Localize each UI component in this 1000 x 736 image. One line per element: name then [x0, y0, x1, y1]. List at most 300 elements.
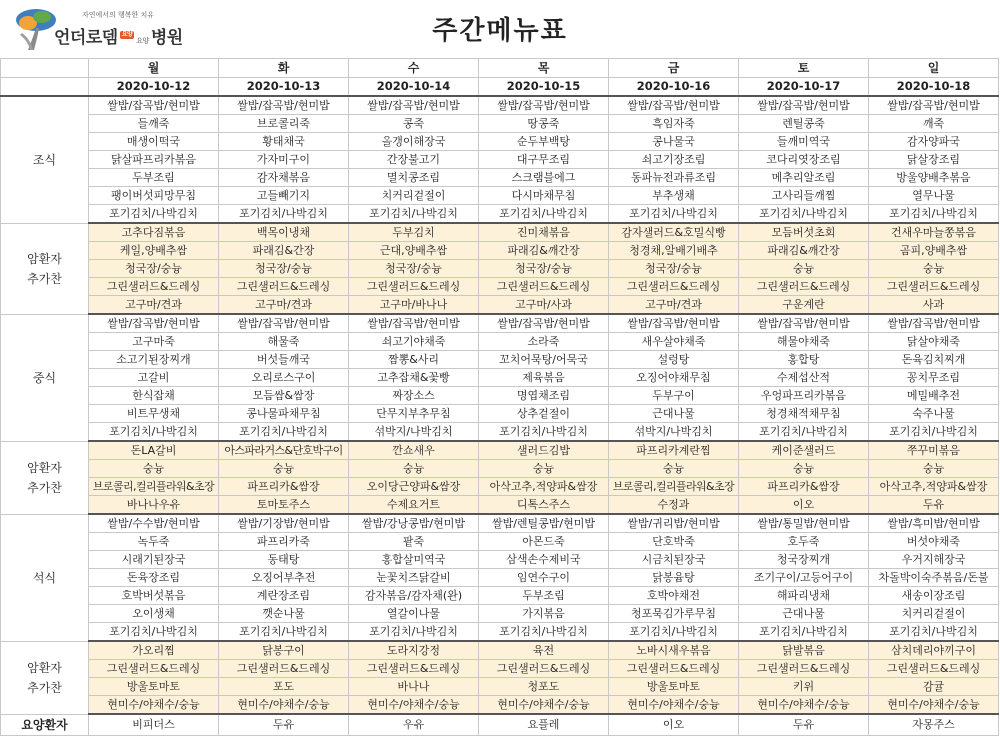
menu-cell: 깻순나물: [219, 605, 349, 623]
menu-cell: 아몬드죽: [479, 533, 609, 551]
menu-cell: 홍합탕: [739, 351, 869, 369]
menu-cell: 렌틸콩죽: [739, 115, 869, 133]
menu-cell: 다시마채무침: [479, 187, 609, 205]
menu-cell: 포기김치/나박김치: [89, 205, 219, 224]
menu-cell: 황태채국: [219, 133, 349, 151]
menu-cell: 현미수/야채수/숭늉: [479, 696, 609, 715]
menu-cell: 두부김치: [349, 223, 479, 242]
menu-cell: 조기구이/고등어구이: [739, 569, 869, 587]
menu-cell: 쌀밥/잡곡밥/현미밥: [739, 96, 869, 115]
menu-cell: 소라죽: [479, 333, 609, 351]
menu-cell: 두부구이: [609, 387, 739, 405]
menu-cell: 토마토주스: [219, 496, 349, 515]
menu-cell: 쌀밥/잡곡밥/현미밥: [479, 314, 609, 333]
menu-row: [1, 587, 999, 605]
menu-cell: 쇠고기야채죽: [349, 333, 479, 351]
breakfast-label: [1, 96, 89, 223]
menu-cell: 그린샐러드&드레싱: [479, 660, 609, 678]
menu-cell: 청포도: [479, 678, 609, 696]
menu-cell: 브로콜리죽: [219, 115, 349, 133]
menu-cell: 부추생채: [609, 187, 739, 205]
menu-cell: 현미수/야채수/숭늉: [89, 696, 219, 715]
menu-cell: 가지볶음: [479, 605, 609, 623]
menu-cell: 청국장/숭늉: [349, 260, 479, 278]
menu-cell: 그린샐러드&드레싱: [869, 278, 999, 296]
menu-cell: 그린샐러드&드레싱: [609, 278, 739, 296]
menu-cell: 쌀밥/잡곡밥/현미밥: [89, 314, 219, 333]
menu-cell: 제육볶음: [479, 369, 609, 387]
menu-row: [1, 369, 999, 387]
menu-cell: 현미수/야채수/숭늉: [609, 696, 739, 715]
menu-row: [1, 205, 999, 224]
menu-cell: 수정과: [609, 496, 739, 515]
menu-row: [1, 423, 999, 442]
menu-cell: 숭늉: [89, 460, 219, 478]
menu-cell: 쌀밥/수수밥/현미밥: [89, 514, 219, 533]
menu-cell: 콩나물파채무침: [219, 405, 349, 423]
patient-row: [1, 714, 999, 735]
menu-cell: 고추다짐볶음: [89, 223, 219, 242]
menu-cell: 포기김치/나박김치: [869, 423, 999, 442]
day-header: 금: [609, 59, 739, 78]
menu-cell: 스크램블에그: [479, 169, 609, 187]
menu-cell: 차돌박이숙주볶음/돈불: [869, 569, 999, 587]
menu-cell: 포기김치/나박김치: [89, 423, 219, 442]
menu-cell: 삼색손수제비국: [479, 551, 609, 569]
date-header-row: [1, 78, 999, 97]
menu-cell: 오징어부추전: [219, 569, 349, 587]
menu-row: [1, 387, 999, 405]
menu-cell: 아삭고추,적양파&쌈장: [479, 478, 609, 496]
date-header: 2020-10-13: [219, 78, 349, 97]
day-header: 목: [479, 59, 609, 78]
menu-cell: 포기김치/나박김치: [219, 623, 349, 642]
menu-cell: 상추겉절이: [479, 405, 609, 423]
menu-cell: 치커리겉절이: [869, 605, 999, 623]
menu-cell: 숙주나물: [869, 405, 999, 423]
menu-cell: 모듬버섯초회: [739, 223, 869, 242]
date-header: 2020-10-15: [479, 78, 609, 97]
day-header: 월: [89, 59, 219, 78]
menu-cell: 메추리알조림: [739, 169, 869, 187]
menu-cell: 쌀밥/잡곡밥/현미밥: [219, 314, 349, 333]
menu-cell: 쌀밥/잡곡밥/현미밥: [219, 96, 349, 115]
menu-row: [1, 242, 999, 260]
patient-cell: 우유: [349, 714, 479, 735]
menu-cell: 단무지부추무침: [349, 405, 479, 423]
menu-row: [1, 314, 999, 333]
section-label-text: 중식: [32, 370, 57, 385]
menu-cell: 메밀배추전: [869, 387, 999, 405]
menu-cell: 두부조림: [89, 169, 219, 187]
menu-cell: 현미수/야채수/숭늉: [349, 696, 479, 715]
menu-cell: 파래김&깨간장: [479, 242, 609, 260]
menu-cell: 포기김치/나박김치: [609, 623, 739, 642]
menu-cell: 포도: [219, 678, 349, 696]
menu-cell: 쌀밥/기장밥/현미밥: [219, 514, 349, 533]
menu-cell: 포기김치/나박김치: [739, 423, 869, 442]
menu-row: [1, 678, 999, 696]
menu-cell: 비트무생채: [89, 405, 219, 423]
menu-cell: 현미수/야채수/숭늉: [869, 696, 999, 715]
menu-cell: 근대나물: [739, 605, 869, 623]
menu-cell: 버섯야채죽: [869, 533, 999, 551]
menu-cell: 감자볶음/감자채(완): [349, 587, 479, 605]
menu-cell: 고구마/견과: [609, 296, 739, 315]
menu-cell: 땅콩죽: [479, 115, 609, 133]
menu-cell: 가오리찜: [89, 641, 219, 660]
menu-cell: 오리로스구이: [219, 369, 349, 387]
menu-cell: 파래김&깨간장: [739, 242, 869, 260]
menu-cell: 닭살야채죽: [869, 333, 999, 351]
menu-cell: 백목이냉채: [219, 223, 349, 242]
menu-cell: 팥죽: [349, 533, 479, 551]
menu-row: [1, 96, 999, 115]
date-header: 2020-10-17: [739, 78, 869, 97]
day-header: 수: [349, 59, 479, 78]
menu-row: [1, 169, 999, 187]
menu-cell: 파프리카죽: [219, 533, 349, 551]
menu-row: [1, 260, 999, 278]
menu-cell: 고구마/견과: [89, 296, 219, 315]
menu-row: [1, 660, 999, 678]
menu-cell: 콩나물국: [609, 133, 739, 151]
menu-cell: 호두죽: [739, 533, 869, 551]
menu-cell: 쌀밥/잡곡밥/현미밥: [349, 314, 479, 333]
menu-cell: 포기김치/나박김치: [479, 423, 609, 442]
day-header: 토: [739, 59, 869, 78]
day-header: 일: [869, 59, 999, 78]
menu-cell: 방울토마토: [89, 678, 219, 696]
menu-cell: 바나나: [349, 678, 479, 696]
menu-row: [1, 441, 999, 460]
menu-cell: 청국장/숭늉: [479, 260, 609, 278]
menu-cell: 숭늉: [869, 260, 999, 278]
menu-body: [1, 96, 999, 735]
menu-cell: 현미수/야채수/숭늉: [739, 696, 869, 715]
menu-cell: 삼치데리야끼구이: [869, 641, 999, 660]
menu-row: [1, 641, 999, 660]
menu-cell: 그린샐러드&드레싱: [739, 278, 869, 296]
menu-cell: 포기김치/나박김치: [349, 205, 479, 224]
menu-cell: 치커리겉절이: [349, 187, 479, 205]
menu-cell: 고구마/사과: [479, 296, 609, 315]
menu-cell: 소고기된장찌개: [89, 351, 219, 369]
menu-cell: 열갈이나물: [349, 605, 479, 623]
menu-cell: 숭늉: [349, 460, 479, 478]
menu-cell: 고들빼기지: [219, 187, 349, 205]
menu-cell: 포기김치/나박김치: [479, 623, 609, 642]
menu-cell: 돈육장조림: [89, 569, 219, 587]
menu-cell: 해파리냉채: [739, 587, 869, 605]
menu-cell: 감귤: [869, 678, 999, 696]
date-header: 2020-10-14: [349, 78, 479, 97]
menu-cell: 닭살장조림: [869, 151, 999, 169]
menu-cell: 꼬치어묵탕/어묵국: [479, 351, 609, 369]
menu-cell: 포기김치/나박김치: [739, 205, 869, 224]
patient-cell: 비피더스: [89, 714, 219, 735]
menu-cell: 케일,양배추쌈: [89, 242, 219, 260]
menu-cell: 진미채볶음: [479, 223, 609, 242]
menu-cell: 임연수구이: [479, 569, 609, 587]
header: [0, 0, 1000, 58]
menu-cell: 고갈비: [89, 369, 219, 387]
menu-row: [1, 151, 999, 169]
menu-cell: 청국장/숭늉: [219, 260, 349, 278]
menu-row: [1, 187, 999, 205]
menu-cell: 그린샐러드&드레싱: [219, 660, 349, 678]
menu-cell: 섞박지/나박김치: [609, 423, 739, 442]
menu-cell: 명엽채조림: [479, 387, 609, 405]
patient-cell: 두유: [739, 714, 869, 735]
menu-cell: 쌀밥/잡곡밥/현미밥: [479, 96, 609, 115]
menu-cell: 숭늉: [219, 460, 349, 478]
dinner-label: [1, 514, 89, 641]
menu-cell: 버섯들깨국: [219, 351, 349, 369]
menu-cell: 깐쇼새우: [349, 441, 479, 460]
menu-cell: 브로콜리,컬리플라워&초장: [89, 478, 219, 496]
logo-small: 요양: [136, 37, 149, 45]
menu-cell: 해물야채죽: [739, 333, 869, 351]
section-label-text: 암환자: [27, 660, 62, 675]
menu-cell: 건새우마늘쫑볶음: [869, 223, 999, 242]
patient-label: 요양환자: [1, 714, 89, 735]
menu-cell: 쌀밥/흑미밥/현미밥: [869, 514, 999, 533]
menu-cell: 포기김치/나박김치: [479, 205, 609, 224]
menu-cell: 콩죽: [349, 115, 479, 133]
menu-cell: 청국장찌개: [739, 551, 869, 569]
menu-row: [1, 569, 999, 587]
menu-cell: 구운계란: [739, 296, 869, 315]
menu-cell: 간장불고기: [349, 151, 479, 169]
section-label-text: 추가찬: [27, 271, 62, 286]
section-label-text: 조식: [32, 152, 57, 167]
menu-cell: 쌀밥/잡곡밥/현미밥: [609, 314, 739, 333]
menu-cell: 시래기된장국: [89, 551, 219, 569]
menu-cell: 현미수/야채수/숭늉: [219, 696, 349, 715]
menu-cell: 포기김치/나박김치: [219, 423, 349, 442]
patient-cell: 요플레: [479, 714, 609, 735]
menu-row: [1, 405, 999, 423]
menu-cell: 청국장/숭늉: [609, 260, 739, 278]
menu-cell: 짜장소스: [349, 387, 479, 405]
day-header-row: [1, 59, 999, 78]
menu-cell: 동파뉴전과류조림: [609, 169, 739, 187]
menu-cell: 키위: [739, 678, 869, 696]
menu-cell: 고구마/견과: [219, 296, 349, 315]
menu-cell: 올갱이해장국: [349, 133, 479, 151]
menu-row: [1, 496, 999, 515]
date-header: 2020-10-16: [609, 78, 739, 97]
menu-cell: 녹두죽: [89, 533, 219, 551]
menu-cell: 멸치콩조림: [349, 169, 479, 187]
menu-cell: 쌀밥/잡곡밥/현미밥: [349, 96, 479, 115]
menu-cell: 감자양파국: [869, 133, 999, 151]
logo-name-left: 언더로뎀: [54, 28, 118, 48]
menu-cell: 동태탕: [219, 551, 349, 569]
menu-row: [1, 551, 999, 569]
menu-cell: 샐러드김밥: [479, 441, 609, 460]
menu-cell: 숭늉: [609, 460, 739, 478]
menu-row: [1, 478, 999, 496]
corner-cell: [1, 59, 89, 78]
menu-cell: 케이준샐러드: [739, 441, 869, 460]
menu-cell: 쭈꾸미볶음: [869, 441, 999, 460]
menu-cell: 계란장조림: [219, 587, 349, 605]
menu-cell: 우거지해장국: [869, 551, 999, 569]
menu-cell: 근대나물: [609, 405, 739, 423]
section-label-text: 암환자: [27, 460, 62, 475]
menu-row: [1, 223, 999, 242]
menu-cell: 감자채볶음: [219, 169, 349, 187]
menu-row: [1, 115, 999, 133]
menu-cell: 포기김치/나박김치: [869, 623, 999, 642]
menu-cell: 쌀밥/잡곡밥/현미밥: [609, 96, 739, 115]
menu-cell: 디톡스주스: [479, 496, 609, 515]
menu-cell: 그린샐러드&드레싱: [349, 278, 479, 296]
menu-cell: 그린샐러드&드레싱: [89, 660, 219, 678]
menu-cell: 포기김치/나박김치: [349, 623, 479, 642]
menu-table: [0, 58, 999, 736]
menu-cell: 깨죽: [869, 115, 999, 133]
menu-cell: 두부조림: [479, 587, 609, 605]
menu-cell: 설렁탕: [609, 351, 739, 369]
menu-cell: 브로콜리,컬리플라워&초장: [609, 478, 739, 496]
menu-cell: 바나나우유: [89, 496, 219, 515]
menu-row: [1, 296, 999, 315]
menu-cell: 오이생채: [89, 605, 219, 623]
menu-cell: 닭봉구이: [219, 641, 349, 660]
menu-row: [1, 351, 999, 369]
menu-cell: 청경채,알배기배추: [609, 242, 739, 260]
menu-cell: 고사리들깨찜: [739, 187, 869, 205]
logo-badge: 요양: [121, 31, 133, 38]
menu-cell: 새우살야채죽: [609, 333, 739, 351]
date-header: 2020-10-12: [89, 78, 219, 97]
menu-cell: 닭봉윰탕: [609, 569, 739, 587]
menu-row: [1, 533, 999, 551]
menu-cell: 포기김치/나박김치: [89, 623, 219, 642]
corner-cell: [1, 78, 89, 97]
menu-cell: 홍합살미역국: [349, 551, 479, 569]
menu-cell: 쌀밥/잡곡밥/현미밥: [89, 96, 219, 115]
menu-cell: 수제요거트: [349, 496, 479, 515]
menu-cell: 방울양배추볶음: [869, 169, 999, 187]
menu-cell: 새송이장조림: [869, 587, 999, 605]
menu-cell: 포기김치/나박김치: [739, 623, 869, 642]
menu-cell: 파래김&간장: [219, 242, 349, 260]
menu-cell: 모듬쌈&쌈장: [219, 387, 349, 405]
menu-cell: 대구무조림: [479, 151, 609, 169]
menu-cell: 숭늉: [739, 460, 869, 478]
day-header: 화: [219, 59, 349, 78]
page-title: 주간메뉴표: [432, 16, 568, 46]
menu-cell: 호박야채전: [609, 587, 739, 605]
menu-cell: 매생이떡국: [89, 133, 219, 151]
menu-cell: 쌀밥/렌틸콩밥/현미밥: [479, 514, 609, 533]
section-label-text: 추가찬: [27, 680, 62, 695]
menu-cell: 돈LA갈비: [89, 441, 219, 460]
menu-cell: 짬뽕&사리: [349, 351, 479, 369]
menu-cell: 눈꽃치즈닭갈비: [349, 569, 479, 587]
lunch-extra-label: [1, 441, 89, 514]
menu-row: [1, 514, 999, 533]
menu-cell: 파프리카계란찜: [609, 441, 739, 460]
menu-cell: 흑임자죽: [609, 115, 739, 133]
menu-cell: 쌀밥/강낭콩밥/현미밥: [349, 514, 479, 533]
menu-cell: 그린샐러드&드레싱: [479, 278, 609, 296]
menu-cell: 가자미구이: [219, 151, 349, 169]
breakfast-extra-label: [1, 223, 89, 314]
menu-cell: 한식잡채: [89, 387, 219, 405]
menu-cell: 파프리카&쌈장: [739, 478, 869, 496]
menu-cell: 쇠고기장조림: [609, 151, 739, 169]
menu-cell: 섞박지/나박김치: [349, 423, 479, 442]
menu-cell: 포기김치/나박김치: [869, 205, 999, 224]
menu-row: [1, 696, 999, 715]
menu-cell: 우엉파프리카볶음: [739, 387, 869, 405]
menu-cell: 쌀밥/잡곡밥/현미밥: [869, 96, 999, 115]
menu-cell: 닭살파프리카볶음: [89, 151, 219, 169]
menu-cell: 고추잡채&꽃빵: [349, 369, 479, 387]
lunch-label: [1, 314, 89, 441]
menu-cell: 그린샐러드&드레싱: [609, 660, 739, 678]
menu-row: [1, 605, 999, 623]
menu-cell: 포기김치/나박김치: [219, 205, 349, 224]
menu-cell: 도라지강정: [349, 641, 479, 660]
patient-cell: 두유: [219, 714, 349, 735]
menu-cell: 들깨미역국: [739, 133, 869, 151]
menu-cell: 청포묵김가루무침: [609, 605, 739, 623]
dinner-extra-label: [1, 641, 89, 714]
menu-cell: 사과: [869, 296, 999, 315]
menu-row: [1, 460, 999, 478]
menu-cell: 그린샐러드&드레싱: [349, 660, 479, 678]
menu-cell: 순두부백탕: [479, 133, 609, 151]
menu-cell: 오징어야채무침: [609, 369, 739, 387]
section-label-text: 추가찬: [27, 480, 62, 495]
menu-cell: 이오: [739, 496, 869, 515]
menu-cell: 팽이버섯피망무침: [89, 187, 219, 205]
menu-cell: 근대,양배추쌈: [349, 242, 479, 260]
menu-cell: 쌀밥/통밀밥/현미밥: [739, 514, 869, 533]
menu-cell: 단호박죽: [609, 533, 739, 551]
menu-cell: 그린샐러드&드레싱: [219, 278, 349, 296]
menu-cell: 파프리카&쌈장: [219, 478, 349, 496]
menu-cell: 두유: [869, 496, 999, 515]
menu-cell: 포기김치/나박김치: [609, 205, 739, 224]
menu-cell: 숭늉: [479, 460, 609, 478]
menu-cell: 수제섭산적: [739, 369, 869, 387]
menu-cell: 해물죽: [219, 333, 349, 351]
menu-cell: 쌀밥/잡곡밥/현미밥: [869, 314, 999, 333]
menu-cell: 육전: [479, 641, 609, 660]
menu-cell: 그린샐러드&드레싱: [89, 278, 219, 296]
logo-name-right: 병원: [150, 28, 183, 48]
patient-cell: 자몽주스: [869, 714, 999, 735]
menu-cell: 숭늉: [869, 460, 999, 478]
menu-cell: 쌀밥/잡곡밥/현미밥: [739, 314, 869, 333]
menu-row: [1, 623, 999, 642]
menu-cell: 아삭고추,적양파&쌈장: [869, 478, 999, 496]
menu-row: [1, 133, 999, 151]
menu-cell: 감자샐러드&호밀식빵: [609, 223, 739, 242]
menu-cell: 아스파라거스&단호박구이: [219, 441, 349, 460]
menu-cell: 노바시새우볶음: [609, 641, 739, 660]
menu-cell: 코다리엿장조림: [739, 151, 869, 169]
menu-cell: 오이당근양파&쌈장: [349, 478, 479, 496]
menu-cell: 방울토마토: [609, 678, 739, 696]
